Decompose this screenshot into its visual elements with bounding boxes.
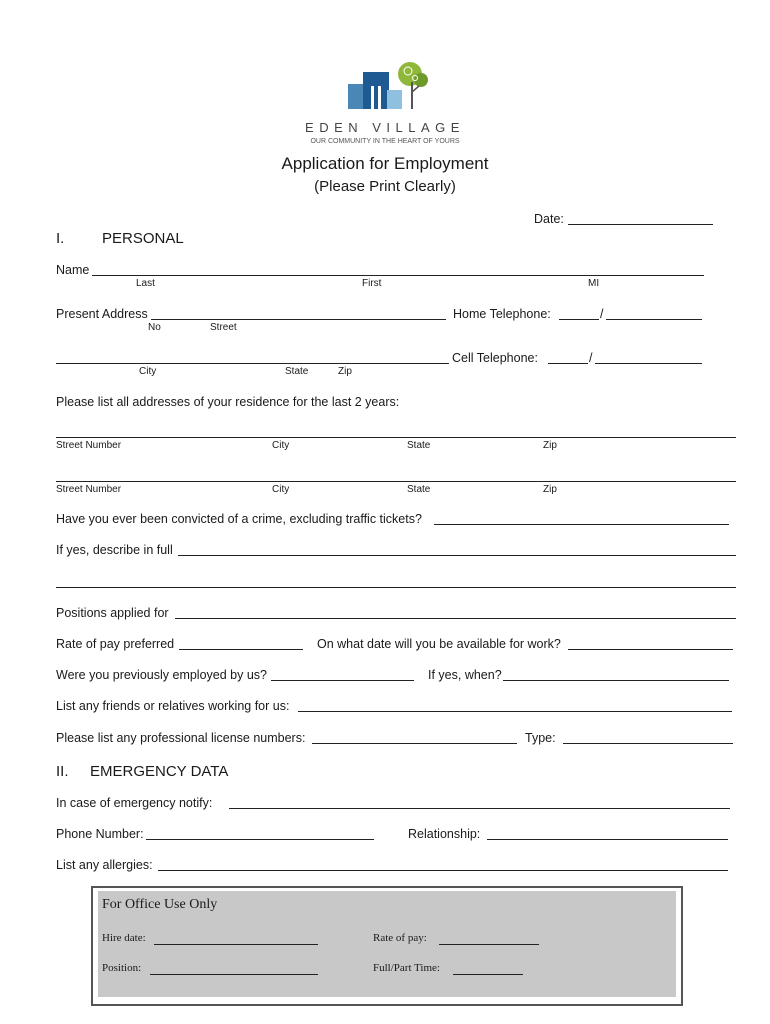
section-1-title: PERSONAL xyxy=(102,230,184,247)
when-label: If yes, when? xyxy=(428,668,502,682)
cell-telephone-slash: / xyxy=(589,351,593,365)
positions-label: Positions applied for xyxy=(56,606,169,620)
office-use-title: For Office Use Only xyxy=(102,897,218,912)
logo-tagline: OUR COMMUNITY IN THE HEART OF YOURS xyxy=(310,138,460,145)
available-field[interactable] xyxy=(568,649,733,650)
address-sub-no: No xyxy=(148,322,161,333)
address-sub-city: City xyxy=(139,366,157,377)
emergency-notify-label: In case of emergency notify: xyxy=(56,796,213,810)
cell-telephone-number-field[interactable] xyxy=(595,363,702,364)
residence-row-2-field[interactable] xyxy=(56,481,736,482)
previous-employment-label: Were you previously employed by us? xyxy=(56,668,267,682)
office-rate-label: Rate of pay: xyxy=(373,932,427,944)
type-label: Type: xyxy=(525,731,556,745)
residence-row-1-city: City xyxy=(272,440,290,451)
residence-row-2-zip: Zip xyxy=(543,484,557,495)
office-full-part-field[interactable] xyxy=(453,974,523,975)
home-telephone-slash: / xyxy=(600,307,604,321)
office-position-label: Position: xyxy=(102,962,142,974)
section-2-title: EMERGENCY DATA xyxy=(90,763,229,780)
name-sub-last: Last xyxy=(136,278,155,289)
residence-row-1-zip: Zip xyxy=(543,440,557,451)
license-label: Please list any professional license numbers: xyxy=(56,731,306,745)
section-1-number: I. xyxy=(56,230,65,247)
logo-name: EDEN VILLAGE xyxy=(305,120,465,135)
cell-telephone-label: Cell Telephone: xyxy=(452,351,538,365)
address-sub-state: State xyxy=(285,366,309,377)
available-label: On what date will you be available for work? xyxy=(317,637,561,651)
residence-row-1-state: State xyxy=(407,440,431,451)
residence-row-1-street: Street Number xyxy=(56,440,122,451)
relationship-field[interactable] xyxy=(487,839,728,840)
date-field[interactable] xyxy=(568,224,713,225)
license-field[interactable] xyxy=(312,743,517,744)
rate-label: Rate of pay preferred xyxy=(56,637,175,651)
address-label: Present Address xyxy=(56,307,148,321)
name-label: Name xyxy=(56,263,90,277)
name-field[interactable] xyxy=(92,275,704,276)
home-telephone-area-field[interactable] xyxy=(559,319,599,320)
name-sub-first: First xyxy=(362,278,382,289)
home-telephone-label: Home Telephone: xyxy=(453,307,551,321)
address-sub-street: Street xyxy=(210,322,237,333)
describe-label: If yes, describe in full xyxy=(56,543,173,557)
friends-field[interactable] xyxy=(298,711,732,712)
page-subtitle: (Please Print Clearly) xyxy=(314,178,456,195)
name-sub-mi: MI xyxy=(588,278,600,289)
previous-employment-field[interactable] xyxy=(271,680,414,681)
crime-field[interactable] xyxy=(434,524,729,525)
crime-question: Have you ever been convicted of a crime, excluding traffic tickets? xyxy=(56,512,422,526)
phone-number-field[interactable] xyxy=(146,839,374,840)
relationship-label: Relationship: xyxy=(408,827,481,841)
residence-row-2-street: Street Number xyxy=(56,484,122,495)
emergency-notify-field[interactable] xyxy=(229,808,730,809)
residence-row-1-field[interactable] xyxy=(56,437,736,438)
residence-row-2-city: City xyxy=(272,484,290,495)
office-rate-field[interactable] xyxy=(439,944,539,945)
cell-telephone-area-field[interactable] xyxy=(548,363,588,364)
page-title: Application for Employment xyxy=(281,154,489,173)
positions-field[interactable] xyxy=(175,618,736,619)
allergies-field[interactable] xyxy=(158,870,728,871)
when-field[interactable] xyxy=(503,680,729,681)
friends-label: List any friends or relatives working for us: xyxy=(56,699,290,713)
office-use-panel xyxy=(98,891,676,997)
describe-field[interactable] xyxy=(178,555,736,556)
city-state-zip-field[interactable] xyxy=(56,363,449,364)
office-position-field[interactable] xyxy=(150,974,318,975)
phone-number-label: Phone Number: xyxy=(56,827,144,841)
eden-village-logo xyxy=(345,58,435,114)
residence-row-2-state: State xyxy=(407,484,431,495)
office-hire-date-label: Hire date: xyxy=(102,932,146,944)
residence-prompt: Please list all addresses of your residence for the last 2 years: xyxy=(56,395,400,409)
allergies-label: List any allergies: xyxy=(56,858,153,872)
home-telephone-number-field[interactable] xyxy=(606,319,702,320)
office-hire-date-field[interactable] xyxy=(154,944,318,945)
address-sub-zip: Zip xyxy=(338,366,352,377)
office-use-box xyxy=(91,886,683,1006)
type-field[interactable] xyxy=(563,743,733,744)
section-2-number: II. xyxy=(56,763,69,780)
describe-field-continued[interactable] xyxy=(56,587,736,588)
office-full-part-label: Full/Part Time: xyxy=(373,962,440,974)
date-label: Date: xyxy=(534,212,564,226)
rate-field[interactable] xyxy=(179,649,303,650)
logo-graphic xyxy=(345,58,435,114)
address-field[interactable] xyxy=(151,319,446,320)
